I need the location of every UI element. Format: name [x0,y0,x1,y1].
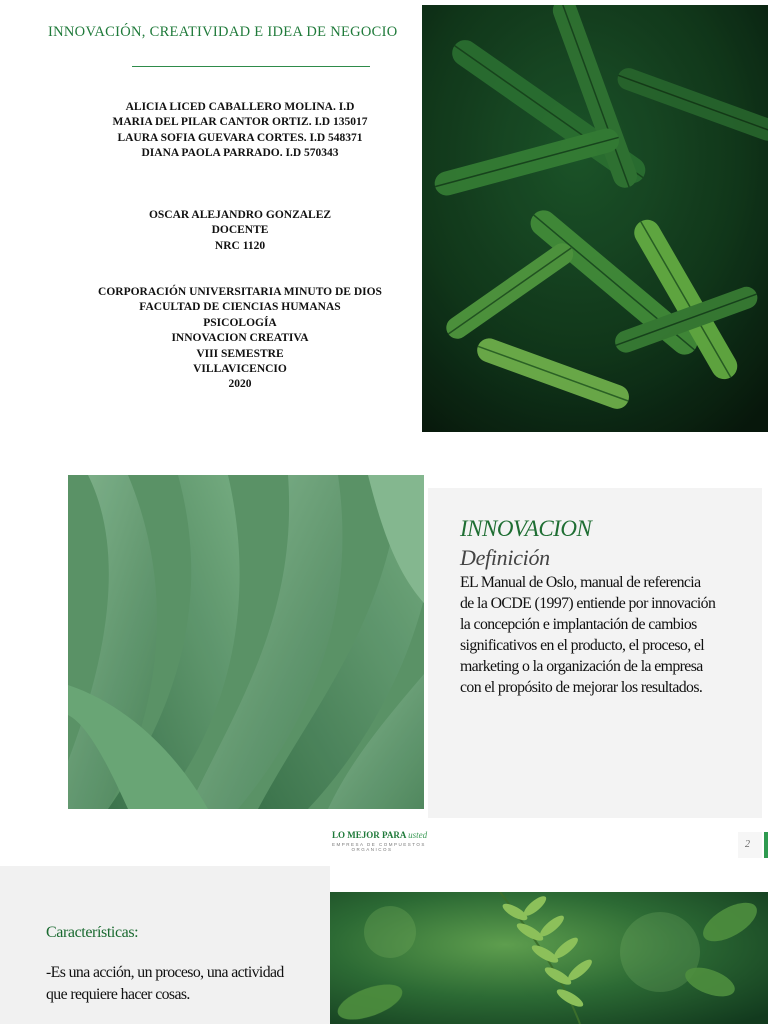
institution-line: VIII SEMESTRE [196,347,284,360]
author-line: MARIA DEL PILAR CANTOR ORTIZ. I.D 135017 [112,116,368,129]
slide-subtitle: Definición [460,545,550,570]
characteristic-line: que requiere hacer cosas. [46,986,190,1003]
definition-line: marketing o la organización de la empresa [460,658,703,675]
definition-line: EL Manual de Oslo, manual de referencia [460,574,701,591]
page-number: 2 [745,839,750,850]
author-line: DIANA PAOLA PARRADO. I.D 570343 [141,147,339,160]
slide-definition [0,460,768,856]
authors-block [40,100,440,162]
fern-leaves-photo [422,5,768,432]
definition-line: la concepción e implantación de cambios [460,616,697,633]
institution-line: PSICOLOGÍA [203,316,277,329]
green-foliage-photo [330,892,768,1024]
institution-line: VILLAVICENCIO [193,363,287,376]
definition-line: de la OCDE (1997) entiende por innovación [460,595,716,612]
teacher-block [40,208,440,254]
institution-line: INNOVACION CREATIVA [171,332,309,345]
course-nrc: NRC 1120 [214,239,266,252]
institution-line: FACULTAD DE CIENCIAS HUMANAS [139,301,341,314]
institution-block [40,285,440,393]
section-heading: Características: [46,924,139,941]
brand-name-bold: LO MEJOR PARA [332,830,406,840]
characteristic-line: -Es una acción, un proceso, una actividad [46,964,284,981]
definition-text [460,572,760,698]
definition-line: con el propósito de mejorar los resultados. [460,679,703,696]
abstract-green-leaves [68,475,424,809]
teacher-name: OSCAR ALEJANDRO GONZALEZ [148,209,332,221]
author-line: ALICIA LICED CABALLERO MOLINA. I.D [125,101,355,113]
brand-tagline: EMPRESA DE COMPUESTOS [332,842,426,847]
accent-bar [764,832,768,858]
page-number-box [738,832,762,858]
institution-line: 2020 [228,378,252,391]
document-title: INNOVACIÓN, CREATIVIDAD E IDEA DE NEGOCIO [48,24,398,40]
slide-characteristics [0,866,768,1024]
characteristics-text [46,962,328,1006]
author-line: LAURA SOFIA GUEVARA CORTES. I.D 548371 [117,131,363,144]
slide-title: INNOVACION [460,516,592,541]
institution-line: CORPORACIÓN UNIVERSITARIA MINUTO DE DIOS [98,286,382,298]
slide-title-page [0,0,768,432]
brand-logo [332,830,442,852]
brand-name-script: usted [408,830,428,840]
title-divider [132,66,370,67]
definition-line: significativos en el producto, el proceso, el [460,637,705,654]
brand-tagline-2: ORGANICOS [351,847,393,852]
brand-name [332,830,442,840]
teacher-role: DOCENTE [211,224,269,237]
